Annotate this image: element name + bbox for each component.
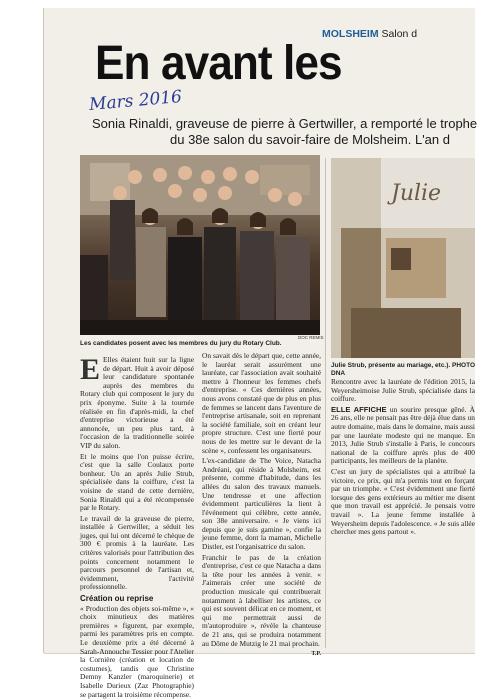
article-paragraph: ELLE AFFICHE un sourire presque gêné. À 26 ans, elle ne pensait pas être déjà élue dans un autre domaine, mais dans le domaine, mais aussi par une lauréate modeste qui ne manque. En 2013, Julie Strub s'installe à Paris, le concours national de la coiffure après plus de 400 participants, les meilleurs de la planète. — [331, 404, 475, 466]
portrait-photo-image — [331, 158, 475, 358]
article-paragraph: C'est un jury de spécialistes qui a attribué la victoire, ce prix, qui m'a permis tout en forçant par un triomphe. « C'est évidemment une fierté lorsque des gens extérieurs au métier me disent que mon travail est apprécié. Je pensais votre travail ». La jeune femme installée à Weyersheim depuis l'adolescence. « Je suis allée chercher mes gens partout ». — [331, 466, 475, 537]
lead-caps: ELLE AFFICHE — [331, 404, 387, 414]
photo-caption: Les candidates posent avec les membres du jury du Rotary Club. — [80, 340, 282, 347]
portrait-photo — [331, 158, 475, 358]
group-photo-image — [80, 155, 320, 335]
dropcap: E — [80, 353, 101, 386]
deck-line-1: Sonia Rinaldi, graveuse de pierre à Gertwiller, a remporté le trophe — [92, 116, 478, 131]
article-paragraph: L'ex-candidate de The Voice, Natacha Andréani, qui réside à Molsheim, est présente, comme d'habitude, dans les allées du salon des travaux manuels. Une tendresse et une affection évidemment particulières la lient à l'événement qui célèbre, cette année, son 38e anniversaire. « Je viens ici depuis que je suis gamine », confie la jeune femme, dont la maman, Michelle Distler, est l'organisatrice du salon. — [202, 456, 321, 552]
article-column-3 — [331, 378, 475, 648]
article-column-2 — [202, 351, 321, 658]
article-paragraph: On savait dès le départ que, cette année, le lauréat serait assurément une lauréate, car l'association avait souhaité mettre à l'honneur les femmes chefs d'entreprise. « Ces dernières années, nous avons constaté que de plus en plus de femmes se lancent dans l'aventure de l'entreprise artisanale, soit en reprenant la société familiale, soit en créant leur propre structure. C'est une fierté pour nous de les mettre sur le devant de la scène », confessent les organisateurs. — [202, 351, 321, 455]
headline: En avant les — [95, 37, 342, 90]
deck — [92, 116, 492, 148]
group-photo — [80, 155, 320, 335]
svg-text:Julie: Julie — [391, 181, 442, 206]
deck-line-2: du 38e salon du savoir-faire de Molsheim. L'an d — [170, 132, 450, 147]
article-column-1 — [80, 353, 194, 699]
section-label: MOLSHEIM — [322, 28, 379, 40]
article-paragraph: Et le moins que l'on puisse écrire, c'est que la salle Coulaux porte bonheur. Un an après Julie Strub, spécialisée dans la coiffure, c'est la voisine de stand de cette dernière, Sonia Rinaldi qui a été récompensée par le Rotary. — [80, 451, 194, 513]
column-divider — [325, 158, 326, 648]
article-intro: E Elles étaient huit sur la ligne de départ. Huit à avoir déposé leur candidature spontanée auprès des membres du Rotary club qui composent le jury du prix éponyme. Suite à la tournée réalisée en fin d'après-midi, la chef d'entreprise victorieuse a été annoncée, un peu plus tard, à l'occasion de la traditionnelle soirée VIP du salon. — [80, 353, 194, 450]
handwritten-date: Mars 2016 — [88, 86, 183, 116]
article-paragraph: Le travail de la graveuse de pierre, installée à Gertwiller, a séduit les juges, qui lui ont décerné le chèque de 300 € promis à la lauréate. Les critères valorisés pour l'attribution des points concernent notamment le parcours personnel de l'artisan et, évidemment, l'activité professionnelle. — [80, 513, 194, 592]
portrait-caption: Julie Strub, présente au mariage, etc.). PHOTO DNA — [331, 362, 476, 377]
section-subtitle: Salon d — [381, 28, 418, 40]
article-signature: T.P. — [311, 651, 321, 658]
photo-credit: DOC REMIS — [298, 335, 324, 340]
article-paragraph: Franchir le pas de la création d'entreprise, c'est ce que Natacha a dans la tête pour les années à venir. « J'aimerais créer une société de production musicale qui contribuerait notamment à labelliser les artistes, ce qui est souvent délicat en ce moment, et qui me permettrait aussi de m'autoproduire », révèle la chanteuse de 21 ans, qui se produira notamment au Dôme de Mutzig le 21 mai prochain. — [202, 552, 321, 648]
article-paragraph: Rencontre avec la lauréate de l'édition 2015, la Weyersheimoise Julie Strub, spécialisée dans la coiffure. — [331, 377, 475, 404]
article-paragraph: « Production des objets soi-même », « choix minutieux des matières premières » figurent, par exemple, parmi les paramètres pris en compte. Le deuxième prix a été décerné à Sarah-Annouche Tessier pour l'Atelier la Cornière (création et location de costumes), tandis que Christine Demny Kanzler (maroquinerie) et Isabelle Durieux (Zaz Photographie) se partagent la troisième récompense. — [80, 603, 194, 699]
article-subhead: Création ou reprise — [80, 594, 154, 604]
